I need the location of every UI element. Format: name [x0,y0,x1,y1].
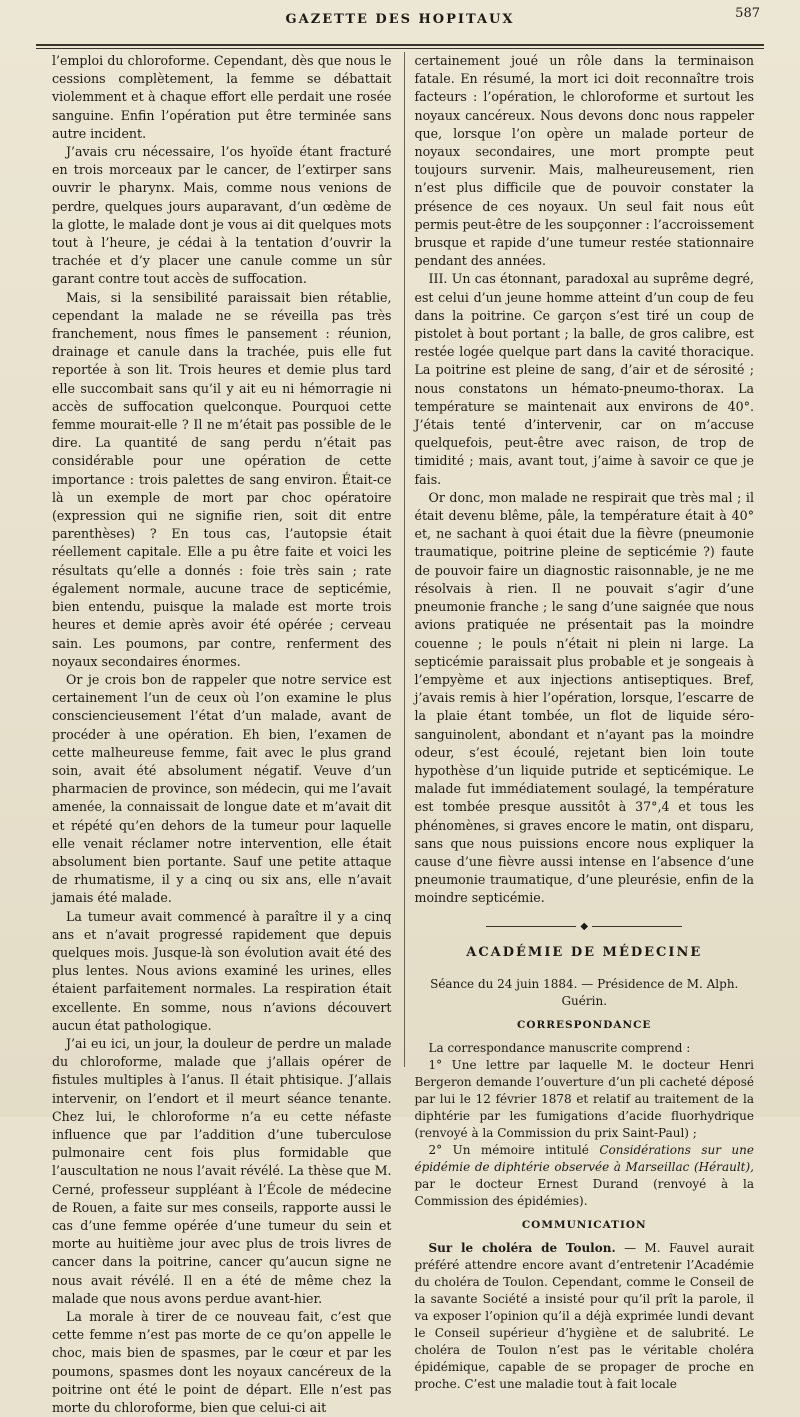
paragraph: La tumeur avait commencé à paraître il y a cinq ans et n’avait progressé rapidement que depuis quelques mois. Jusque-là son évolution avait été des plus lentes. Nous avions examiné les urines, elles étaient parfaitement normales. La respiration était excellente. En somme, nous n’avions découvert aucun état pathologique. [52,908,392,1033]
paragraph: Or je crois bon de rappeler que notre service est certainement l’un de ceux où l’on examine le plus consciencieusement l’état d’un malade, avant de procéder à une opération. Eh bien, l’examen de cette malheureuse femme, fait avec le plus grand soin, avait été absolument négatif. Veuve d’un pharmacien de province, son médecin, qui me l’avait amenée, la connaissait de longue date et m’avait dit et répété qu’en dehors de la tumeur pour laquelle elle venait réclamer notre intervention, elle était absolument bien portante. Sauf une petite attaque de rhumatisme, il y a cinq ou six ans, elle n’avait jamais été malade. [52,671,392,906]
correspondance-item-1: 1° Une lettre par laquelle M. le docteur Henri Bergeron demande l’ouverture d’un pli cacheté déposé par lui le 12 février 1878 et relatif au traitement de la diphtérie par les fumigations d’acide fluorhydrique (renvoyé à la Commission du prix Saint-Paul) ; [414,1057,754,1140]
item-2-lead: 2° Un mémoire intitulé [428,1142,589,1157]
paragraph: Or donc, mon malade ne respirait que très mal ; il était devenu blême, pâle, la température était à 40° et, ne sachant à quoi était due la fièvre (pneumonie traumatique, poitrine pleine de septicémie ?) faute de pouvoir faire un diagnostic raisonnable, je ne me résolvais à rien. Il ne pouvait s’agir d’une pneumonie franche ; le sang d’une saignée que nous avions pratiquée ne présentait pas la moindre couenne ; le pouls n’était ni plein ni large. La septicémie paraissait plus probable et je songeais à l’empyème et aux injections antiseptiques. Bref, j’avais remis à hier l’opération, lorsque, l’escarre de la plaie étant tombée, un flot de liquide séro-sanguinolent, abondant et n’ayant pas la moindre odeur, s’est écoulé, rejetant bien loin toute hypothèse d’un liquide putride et septicémique. Le malade fut immédiatement soulagé, la température est tombée presque aussitôt à 37°,4 et tous les phénomènes, si graves encore le matin, ont disparu, sans que nous puissions encore nous expliquer la cause d’une fièvre aussi intense en l’absence d’une pneumonie traumatique, d’une pleurésie, enfin de la moindre septicémie. [414,489,754,906]
academy-title: ACADÉMIE DE MÉDECINE [466,944,703,960]
paragraph: III. Un cas étonnant, paradoxal au suprême degré, est celui d’un jeune homme atteint d’un coup de feu dans la poitrine. Ce garçon s’est tiré un coup de pistolet à bout portant ; la balle, de gros calibre, est restée logée quelque part dans la cavité thoracique. La poitrine est pleine de sang, d’air et de sérosité ; nous constatons un hémato-pneumo-thorax. La température se maintenait aux environs de 40°. J’étais tenté d’intervenir, car on m’accuse quelquefois, peut-être avec raison, de trop de timidité ; mais, avant tout, j’aime à savoir ce que je fais. [414,271,754,487]
item-2-rest: par le docteur Ernest Durand (renvoyé à la Commission des épidémies). [414,1176,754,1208]
communication-runin: Sur le choléra de Toulon. [428,1241,616,1256]
header-rule [36,44,764,49]
paragraph: J’ai eu ici, un jour, la douleur de perdre un malade du chloroforme, malade que j’allais opérer de fistules multiples à l’anus. Il était phtisique. J’allais intervenir, on l’endort et il meurt séance tenante. Chez lui, le chloroforme n’a eu cette néfaste influence que par l’addition d’une tuberculose pulmonaire cent fois plus formidable que l’auscultation ne nous l’avait révélé. La thèse que M. Cerné, professeur suppléant à l’École de médecine de Rouen, a faite sur mes conseils, rapporte aussi le cas d’une femme opérée d’une tumeur du sein et morte au huitième jour avec plus de trois livres de cancer dans la poitrine, cancer qu’aucun signe ne nous avait révélé. Il en a été de même chez la malade que nous avons perdue avant-hier. [52,1035,392,1306]
paragraph: certainement joué un rôle dans la terminaison fatale. En résumé, la mort ici doit reconnaître trois facteurs : l’opération, le chloroforme et surtout les noyaux cancéreux. Nous devons donc nous rappeler que, lorsque l’on opère un malade porteur de noyaux secondaires, une mort prompte peut toujours survenir. Mais, malheureusement, rien n’est plus difficile que de pouvoir constater la présence de ces noyaux. Un seul fait nous eût permis peut-être de les soupçonner : l’accroissement brusque et rapide d’une tumeur restée stationnaire pendant des années. [414,53,754,269]
section-ornament [415,922,755,932]
correspondance-intro: La correspondance manuscrite comprend : [428,1040,691,1055]
paragraph: Mais, si la sensibilité paraissait bien rétablie, cependant la malade ne se réveilla pas très franchement, nous fîmes le pansement : réunion, drainage et canule dans la trachée, puis elle fut reportée à son lit. Trois heures et demie plus tard elle succombait sans qu’il y ait eu ni hémorragie ni accès de suffocation quelconque. Pourquoi cette femme mourait-elle ? Il ne m’était pas possible de le dire. La quantité de sang perdu n’était pas considérable pour une opération de cette importance : trois palettes de sang environ. Était-ce là un exemple de mort par choc opératoire (expression qui ne signifie rien, soit dit entre parenthèses) ? En tous cas, l’autopsie était réellement capitale. Elle a pu être faite et voici les résultats qu’elle a donnés : foie très sain ; rate également normale, aucune trace de septicémie, bien entendu, puisque la malade est morte trois heures et demie après avoir été opérée ; cerveau sain. Les poumons, par contre, renferment des noyaux secondaires énormes. [52,289,392,669]
seance-line: Séance du 24 juin 1884. — Présidence de M. Alph. Guérin. [430,976,739,1008]
ornament-line [592,926,682,927]
page-number: 587 [735,6,760,21]
paragraph: La morale à tirer de ce nouveau fait, c’est que cette femme n’est pas morte de ce qu’on appelle le choc, mais bien de spasmes, par le cœur et par les poumons, spasmes dont les noyaux cancéreux de la poitrine ont été le point de départ. Elle n’est pas morte du chloroforme, bien que celui-ci ait [52,1309,392,1416]
right-column [404,52,755,1392]
left-column [52,52,392,1416]
page-header [30,6,770,36]
article-columns [52,52,754,1416]
correspondance-item-2 [415,1142,755,1210]
paragraph: J’avais cru nécessaire, l’os hyoïde étant fracturé en trois morceaux par le cancer, de l’extirper sans ouvrir le pharynx. Mais, comme nous venions de perdre, quelques jours auparavant, d’un œdème de la glotte, le malade dont je vous ai dit quelques mots tout à l’heure, je cédai à la tentation d’ouvrir la trachée et d’y placer une canule comme un sûr garant contre tout accès de suffocation. [52,144,392,287]
communication-text: — M. Fauvel aurait préféré attendre encore avant d’entretenir l’Académie du choléra de Toulon. Cependant, comme le Conseil de la savante Société a insisté pour qu’il prît la parole, il va exposer l’opinion qu’il a déjà exprimée lundi devant le Conseil supérieur d’hygiène et de salubrité. Le choléra de Toulon n’est pas le véritable choléra épidémique, capable de se propager de proche en proche. C’est une maladie tout à fait locale [414,1241,754,1392]
correspondance-title: CORRESPONDANCE [517,1018,652,1031]
communication-title: COMMUNICATION [521,1218,647,1231]
running-title: GAZETTE DES HOPITAUX [285,12,515,27]
ornament-line [486,926,576,927]
item-2-title: Considérations sur une épidémie de diphtérie observée à Marseillac (Hérault), [414,1142,754,1174]
communication-paragraph [415,1240,755,1393]
paragraph: l’emploi du chloroforme. Cependant, dès que nous le cessions complètement, la femme se débattait violemment et à chaque effort elle perdait une rosée sanguine. Enfin l’opération put être terminée sans autre incident. [52,53,392,141]
ornament-diamond-icon: ◆ [580,920,589,932]
